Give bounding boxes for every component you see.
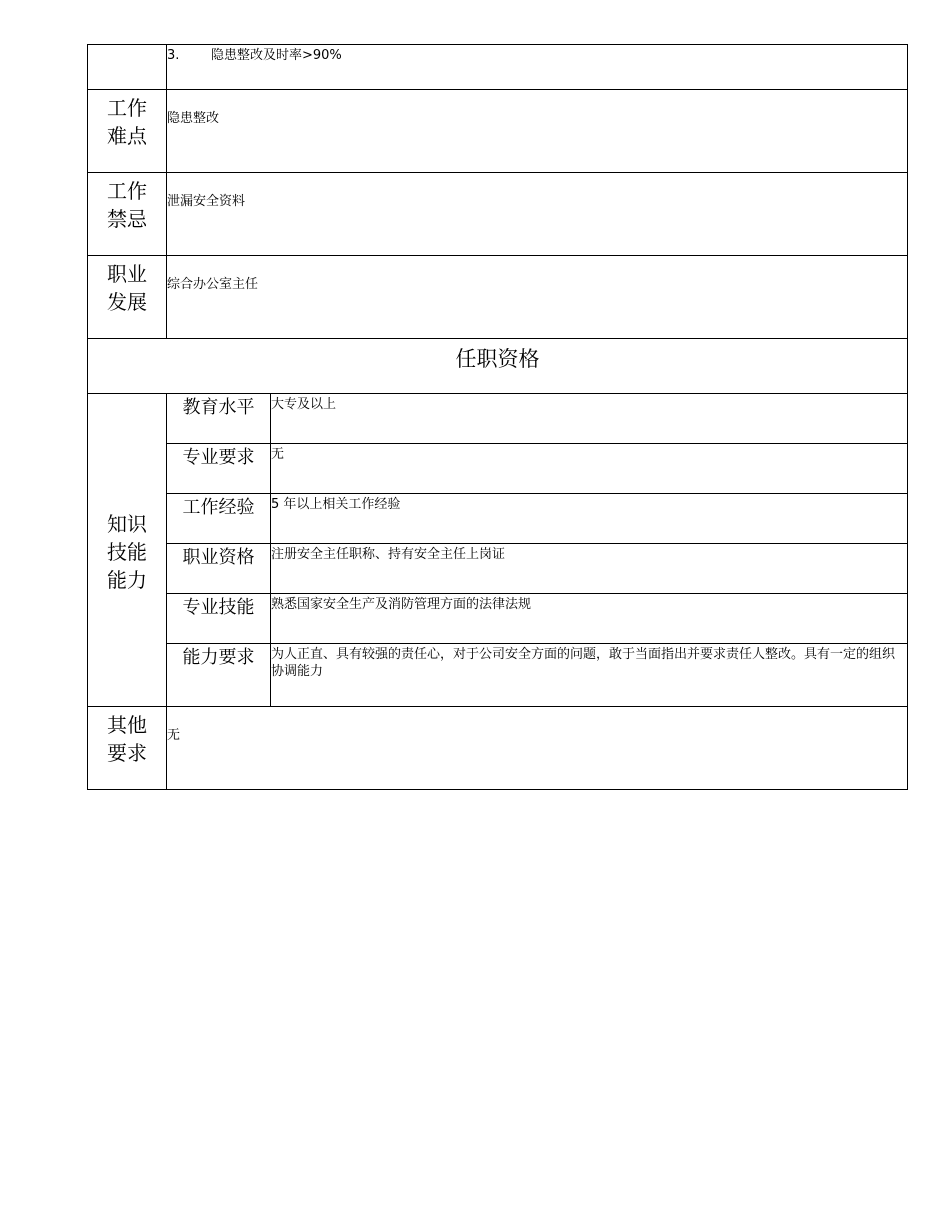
taboo-content: 泄漏安全资料 — [167, 173, 908, 256]
qualification-value: 注册安全主任职称、持有安全主任上岗证 — [271, 544, 908, 594]
knowledge-skills-label: 知识技能能力 — [88, 394, 167, 707]
kpi-text: 隐患整改及时率>90% — [211, 48, 342, 63]
kpi-label-cell — [88, 45, 167, 90]
qualification-value: 5 年以上相关工作经验 — [271, 494, 908, 544]
career-label: 职业发展 — [88, 256, 167, 339]
qualifications-header-row — [88, 339, 908, 394]
qualification-value: 为人正直、具有较强的责任心，对于公司安全方面的问题，敢于当面指出并要求责任人整改。具有一定的组织协调能力 — [271, 644, 908, 707]
qualification-label: 教育水平 — [167, 394, 271, 444]
kpi-row — [88, 45, 908, 90]
career-content: 综合办公室主任 — [167, 256, 908, 339]
qualification-row — [88, 394, 908, 444]
qualification-label: 专业要求 — [167, 444, 271, 494]
career-row — [88, 256, 908, 339]
other-requirements-content: 无 — [167, 707, 908, 790]
qualification-value: 熟悉国家安全生产及消防管理方面的法律法规 — [271, 594, 908, 644]
qualification-value: 大专及以上 — [271, 394, 908, 444]
qualification-label: 能力要求 — [167, 644, 271, 707]
qualification-row — [88, 644, 908, 707]
difficulty-label: 工作难点 — [88, 90, 167, 173]
qualification-label: 专业技能 — [167, 594, 271, 644]
qualification-row — [88, 544, 908, 594]
difficulty-content: 隐患整改 — [167, 90, 908, 173]
kpi-number: 3. — [167, 48, 180, 63]
qualification-row — [88, 444, 908, 494]
taboo-row — [88, 173, 908, 256]
other-requirements-row — [88, 707, 908, 790]
qualifications-header: 任职资格 — [88, 339, 908, 394]
job-description-table — [87, 44, 908, 790]
difficulty-row — [88, 90, 908, 173]
qualification-label: 职业资格 — [167, 544, 271, 594]
taboo-label: 工作禁忌 — [88, 173, 167, 256]
other-requirements-label: 其他要求 — [88, 707, 167, 790]
qualification-row — [88, 494, 908, 544]
kpi-content — [167, 45, 908, 90]
qualification-row — [88, 594, 908, 644]
qualification-value: 无 — [271, 444, 908, 494]
qualification-label: 工作经验 — [167, 494, 271, 544]
